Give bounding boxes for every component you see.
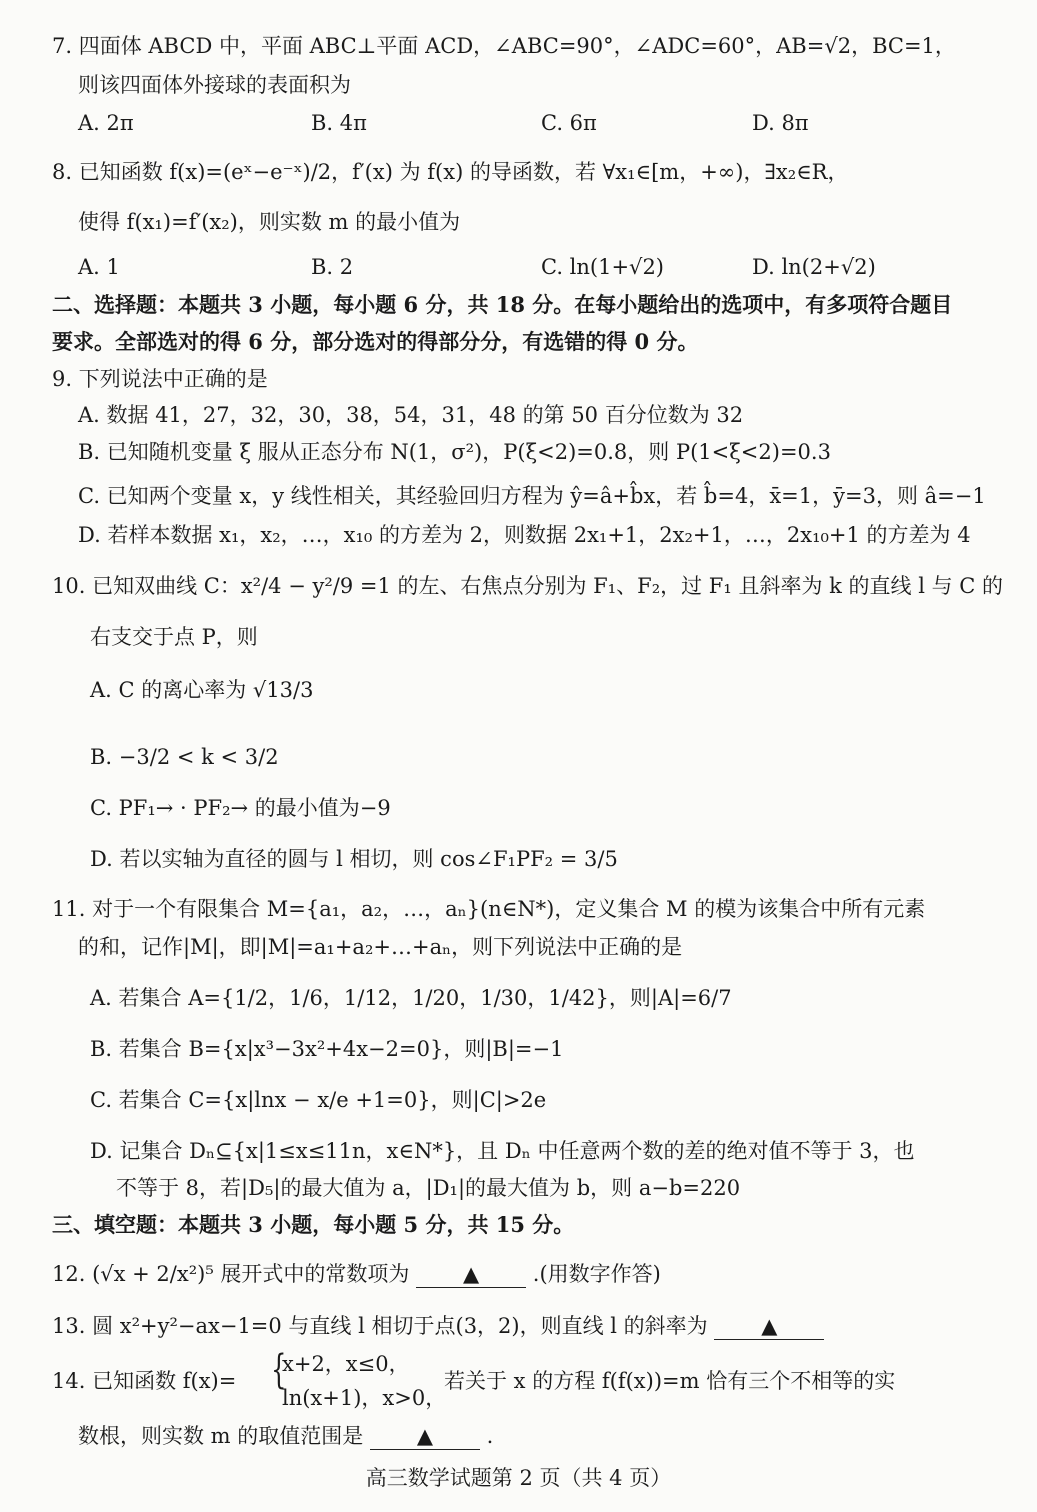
q14-answer-blank bbox=[370, 1424, 480, 1450]
q12-line bbox=[52, 1262, 661, 1288]
q8-option-b: B. 2 bbox=[311, 255, 354, 279]
q10-line1: 10. 已知双曲线 C：x²/4 − y²/9 =1 的左、右焦点分别为 F₁、F₂，过 F₁ 且斜率为 k 的直线 l 与 C 的 bbox=[52, 574, 1004, 598]
q10-option-b: B. −3/2 < k < 3/2 bbox=[90, 745, 279, 769]
section2-heading-line2: 要求。全部选对的得 6 分，部分选对的得部分分，有选错的得 0 分。 bbox=[52, 329, 699, 354]
q14-case2: ln(x+1)，x>0， bbox=[282, 1386, 447, 1410]
blank-mark-icon: ▲ bbox=[416, 1424, 434, 1448]
piecewise-brace: { bbox=[271, 1347, 287, 1393]
blank-mark-icon: ▲ bbox=[761, 1314, 778, 1338]
q8-line2: 使得 f(x₁)=f′(x₂)，则实数 m 的最小值为 bbox=[78, 210, 461, 234]
q11-option-b: B. 若集合 B={x|x³−3x²+4x−2=0}，则|B|=−1 bbox=[90, 1037, 564, 1061]
q11-option-c: C. 若集合 C={x|lnx − x/e +1=0}，则|C|>2e bbox=[90, 1088, 547, 1112]
q13-line bbox=[52, 1314, 824, 1340]
q14-line2 bbox=[78, 1424, 493, 1450]
q14-end: . bbox=[486, 1424, 494, 1448]
q7-option-a: A. 2π bbox=[78, 111, 134, 135]
q13-text: 13. 圆 x²+y²−ax−1=0 与直线 l 相切于点(3，2)，则直线 l 的斜率为 bbox=[52, 1314, 708, 1338]
q11-option-d-line2: 不等于 8，若|D₅|的最大值为 a，|D₁|的最大值为 b，则 a−b=220 bbox=[116, 1176, 741, 1200]
q11-line2: 的和，记作|M|，即|M|=a₁+a₂+…+aₙ，则下列说法中正确的是 bbox=[78, 935, 683, 959]
q7-option-d: D. 8π bbox=[752, 111, 809, 135]
section2-heading-line1: 二、选择题：本题共 3 小题，每小题 6 分，共 18 分。在每小题给出的选项中，有多项符合题目 bbox=[52, 292, 953, 317]
q8-line1: 8. 已知函数 f(x)=(eˣ−e⁻ˣ)/2，f′(x) 为 f(x) 的导函数，若 ∀x₁∈[m，+∞)，∃x₂∈R， bbox=[52, 160, 849, 184]
q11-option-d-line1: D. 记集合 Dₙ⊆{x|1≤x≤11n，x∈N*}，且 Dₙ 中任意两个数的差的绝对值不等于 3，也 bbox=[90, 1139, 915, 1163]
q12-text: 12. (√x + 2/x²)⁵ 展开式中的常数项为 bbox=[52, 1262, 410, 1286]
q10-option-a: A. C 的离心率为 √13/3 bbox=[90, 678, 314, 702]
q13-answer-blank bbox=[714, 1314, 824, 1340]
q10-option-c: C. PF₁→ · PF₂→ 的最小值为−9 bbox=[90, 796, 391, 820]
page-footer: 高三数学试题第 2 页（共 4 页） bbox=[365, 1466, 672, 1490]
q8-option-d: D. ln(2+√2) bbox=[752, 255, 876, 279]
section3-heading: 三、填空题：本题共 3 小题，每小题 5 分，共 15 分。 bbox=[52, 1212, 575, 1237]
q10-line2: 右支交于点 P，则 bbox=[90, 625, 258, 649]
q9-option-d: D. 若样本数据 x₁，x₂，…，x₁₀ 的方差为 2，则数据 2x₁+1，2x₂+1，…，2x₁₀+1 的方差为 4 bbox=[78, 523, 971, 547]
q9-option-c: C. 已知两个变量 x，y 线性相关，其经验回归方程为 ŷ=â+b̂x，若 b̂=4，x̄=1，ȳ=3，则 â=−1 bbox=[78, 484, 986, 508]
q7-line1: 7. 四面体 ABCD 中，平面 ABC⊥平面 ACD，∠ABC=90°，∠ADC=60°，AB=√2，BC=1， bbox=[52, 34, 956, 58]
q7-option-c: C. 6π bbox=[541, 111, 597, 135]
q10-option-d: D. 若以实轴为直径的圆与 l 相切，则 cos∠F₁PF₂ = 3/5 bbox=[90, 847, 618, 871]
q12-answer-blank bbox=[416, 1262, 526, 1288]
q14-text: 数根，则实数 m 的取值范围是 bbox=[78, 1424, 364, 1448]
q14-case1: x+2，x≤0， bbox=[282, 1352, 410, 1376]
q9-option-b: B. 已知随机变量 ξ 服从正态分布 N(1，σ²)，P(ξ<2)=0.8，则 P(1<ξ<2)=0.3 bbox=[78, 440, 831, 464]
q9-stem: 9. 下列说法中正确的是 bbox=[52, 367, 268, 391]
q14-prefix: 14. 已知函数 f(x)= bbox=[52, 1369, 237, 1393]
q7-line2: 则该四面体外接球的表面积为 bbox=[78, 73, 351, 97]
q14-post: 若关于 x 的方程 f(f(x))=m 恰有三个不相等的实 bbox=[444, 1369, 896, 1393]
q7-option-b: B. 4π bbox=[311, 111, 367, 135]
q8-option-c: C. ln(1+√2) bbox=[541, 255, 664, 279]
q11-option-a: A. 若集合 A={1/2，1/6，1/12，1/20，1/30，1/42}，则|A|=6/7 bbox=[90, 986, 732, 1010]
q9-option-a: A. 数据 41，27，32，30，38，54，31，48 的第 50 百分位数为 32 bbox=[78, 403, 744, 427]
q12-tail: .(用数字作答) bbox=[532, 1262, 661, 1286]
q11-line1: 11. 对于一个有限集合 M={a₁，a₂，…，aₙ}(n∈N*)，定义集合 M 的模为该集合中所有元素 bbox=[52, 897, 926, 921]
q8-option-a: A. 1 bbox=[78, 255, 120, 279]
blank-mark-icon: ▲ bbox=[463, 1262, 480, 1286]
